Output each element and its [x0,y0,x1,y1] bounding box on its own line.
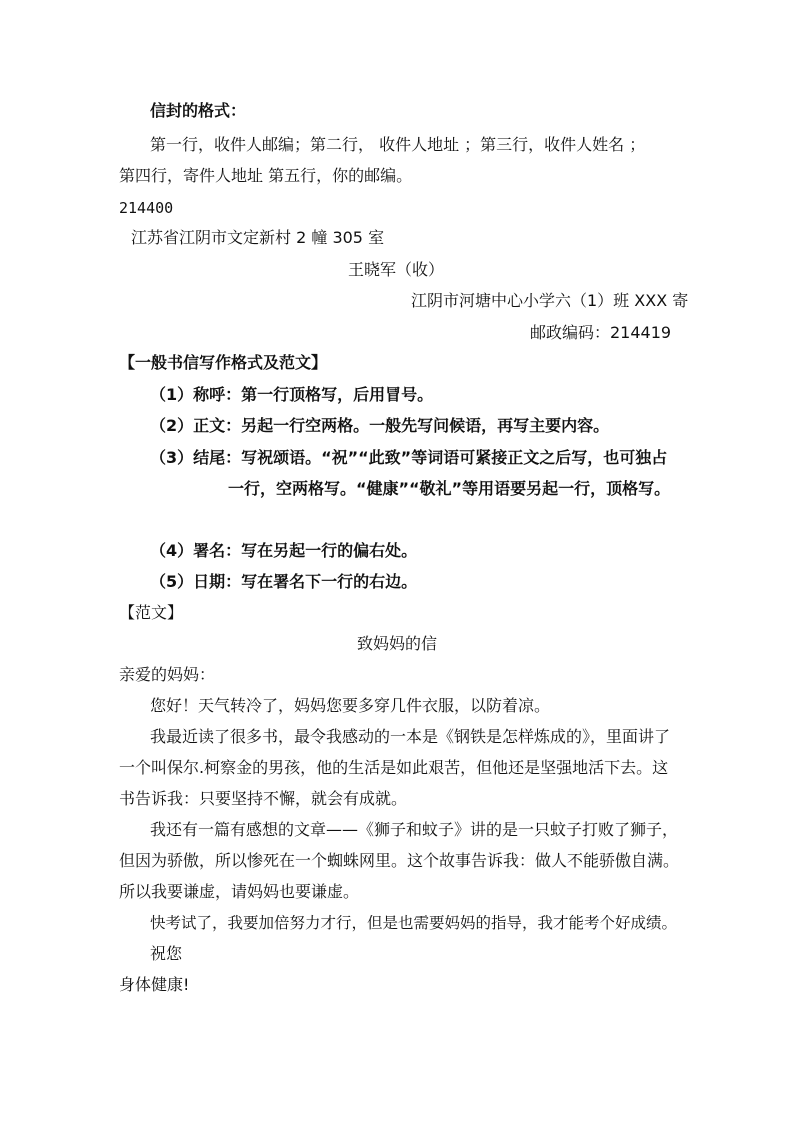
guide-item: （4）署名：写在另起一行的偏右处。 [150,541,418,560]
envelope-sender: 江阴市河塘中心小学六（1）班 XXX 寄 [411,291,689,310]
envelope-recipient: 王晓军（收） [348,260,445,279]
guide-item: （3）结尾：写祝颂语。“祝”“此致”等词语可紧接正文之后写，也可独占 [150,448,668,467]
letter-line: 您好！天气转冷了，妈妈您要多穿几件衣服，以防着凉。 [150,696,551,715]
envelope-postcode: 214400 [119,199,174,217]
letter-line: 我还有一篇有感想的文章——《狮子和蚊子》讲的是一只蚊子打败了狮子， [150,820,679,839]
envelope-address: 江苏省江阴市文定新村 2 幢 305 室 [131,228,385,247]
envelope-format-line: 第四行，寄件人地址 第五行，你的邮编。 [119,166,413,185]
letter-line: 我最近读了很多书，最令我感动的一本是《钢铁是怎样炼成的》，里面讲了 [150,727,671,746]
guide-heading: 【一般书信写作格式及范文】 [119,353,328,372]
guide-item-continuation: 一行，空两格写。“健康”“敬礼”等用语要另起一行，顶格写。 [228,479,671,498]
letter-closing: 祝您 [150,944,183,963]
guide-item: （2）正文：另起一行空两格。一般先写问候语，再写主要内容。 [150,416,610,435]
guide-item: （1）称呼：第一行顶格写，后用冒号。 [150,385,434,404]
letter-line: 一个叫保尔.柯察金的男孩，他的生活是如此艰苦，但他还是坚强地活下去。这 [119,758,669,777]
letter-line: 书告诉我：只要坚持不懈，就会有成就。 [119,789,408,808]
envelope-format-line: 第一行，收件人邮编；第二行， 收件人地址 ；第三行，收件人姓名 ； [150,135,646,154]
letter-line: 但因为骄傲，所以惨死在一个蜘蛛网里。这个故事告诉我：做人不能骄傲自满。 [119,851,680,870]
letter-line: 所以我要谦虚，请妈妈也要谦虚。 [119,882,360,901]
letter-line: 快考试了，我要加倍努力才行，但是也需要妈妈的指导，我才能考个好成绩。 [150,914,678,932]
envelope-heading: 信封的格式： [150,101,247,120]
guide-item: （5）日期：写在署名下一行的右边。 [150,572,418,591]
letter-closing-wish: 身体健康! [119,975,190,994]
letter-title: 致妈妈的信 [357,634,438,653]
letter-salutation: 亲爱的妈妈： [119,665,216,684]
envelope-sender-postcode: 邮政编码：214419 [530,323,672,342]
sample-heading: 【范文】 [119,603,184,622]
